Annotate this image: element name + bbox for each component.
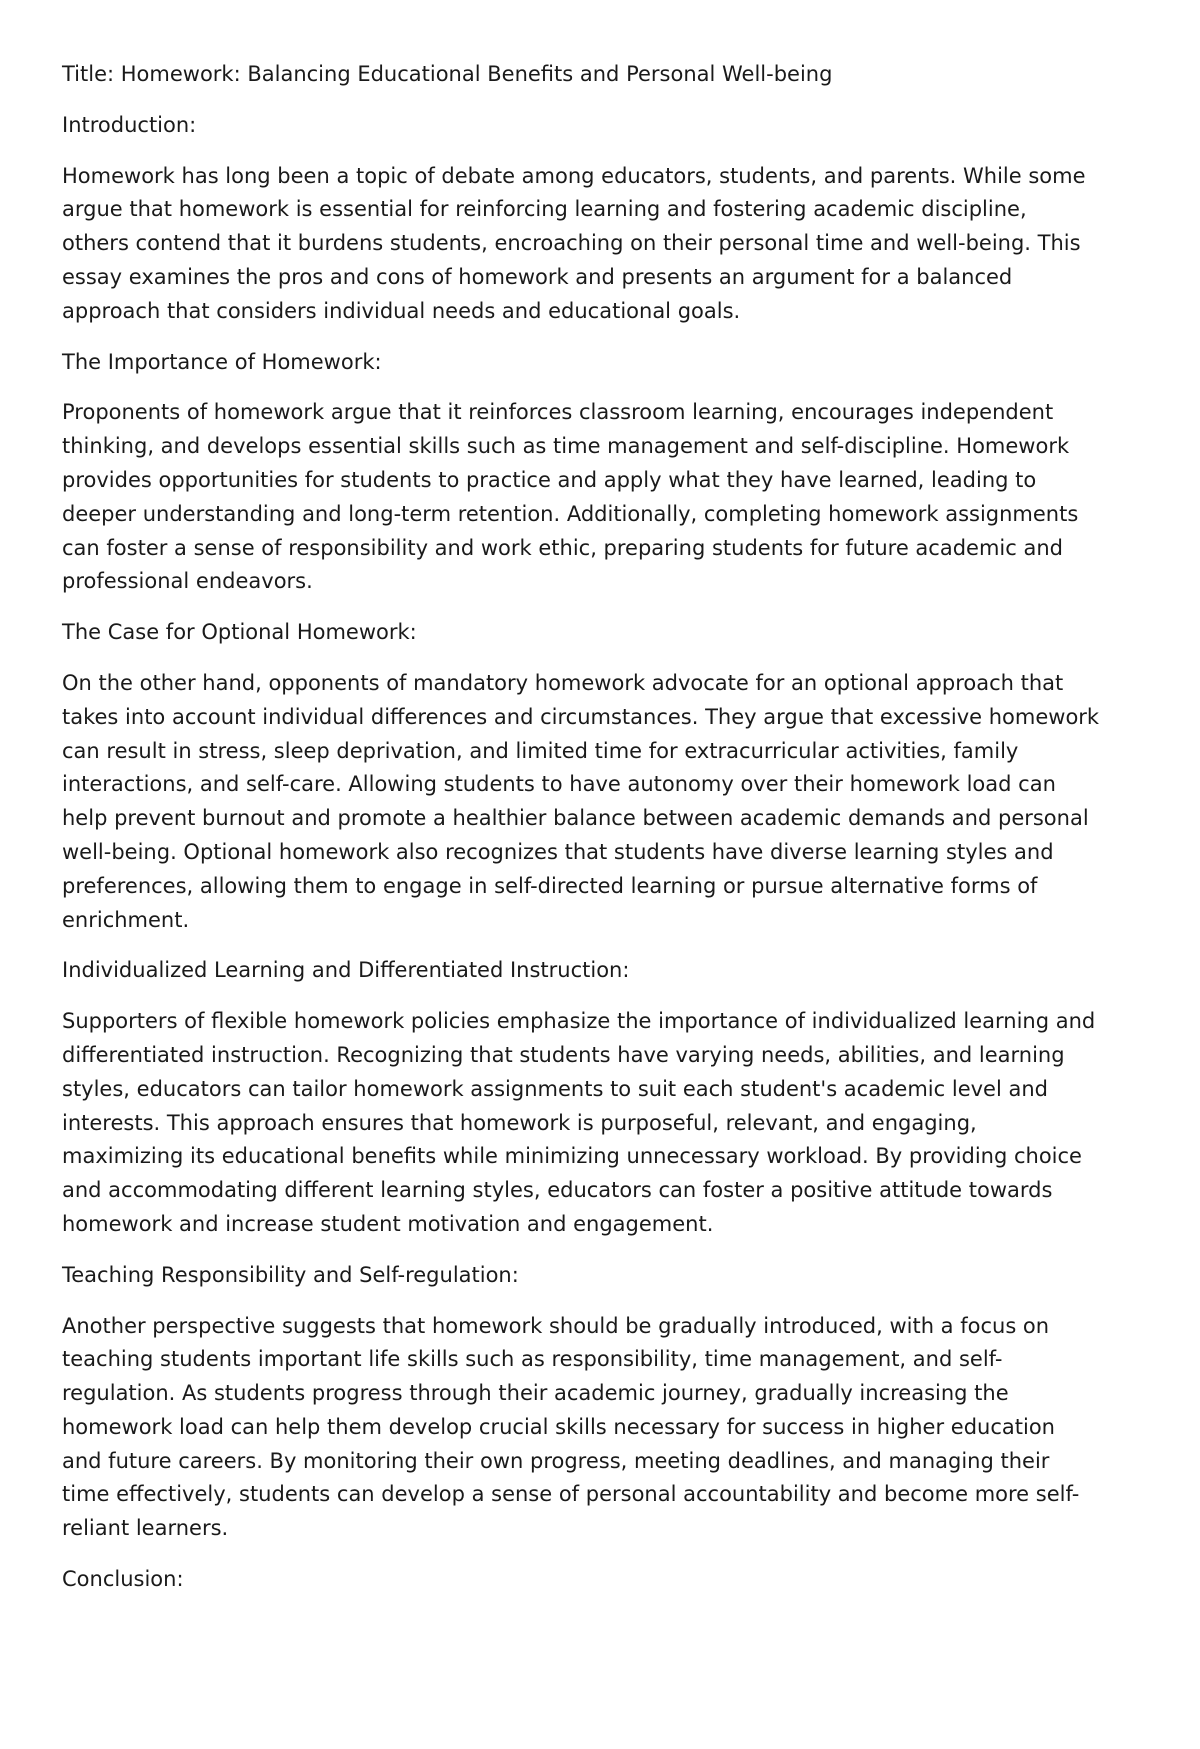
document-title: Title: Homework: Balancing Educational Benefits and Personal Well-being xyxy=(62,62,833,86)
section-paragraph-individualized-learning: Supporters of flexible homework policies emphasize the importance of individualized learning and differentiated instruction. Recognizing that students have varying needs, abilities, and learning styles, educators can tailor homework assignments to suit each student's academic level and interests. This approach ensures that homework is purposeful, relevant, and engaging, maximizing its educational benefits while minimizing unnecessary workload. By providing choice and accommodating different learning styles, educators can foster a positive attitude towards homework and increase student motivation and engagement. xyxy=(62,1009,1096,1236)
section-heading-responsibility: Teaching Responsibility and Self-regulation: xyxy=(62,1262,519,1287)
section-paragraph-introduction: Homework has long been a topic of debate among educators, students, and parents. While some argue that homework is essential for reinforcing learning and fostering academic discipline, others contend that it burdens students, encroaching on their personal time and well-being. This essay examines the pros and cons of homework and presents an argument for a balanced approach that considers individual needs and educational goals. xyxy=(62,163,1086,323)
section-heading-optional-homework: The Case for Optional Homework: xyxy=(62,620,417,645)
section-paragraph-optional-homework: On the other hand, opponents of mandatory homework advocate for an optional approach that takes into account individual differences and circumstances. They argue that excessive homework can result in stress, sleep deprivation, and limited time for extracurricular activities, family interactions, and self-care. Allowing students to have autonomy over their homework load can help prevent burnout and promote a healthier balance between academic demands and personal well-being. Optional homework also recognizes that students have diverse learning styles and preferences, allowing them to engage in self-directed learning or pursue alternative forms of enrichment. xyxy=(62,670,1100,932)
section-heading-importance: The Importance of Homework: xyxy=(62,349,382,374)
section-paragraph-importance: Proponents of homework argue that it reinforces classroom learning, encourages independent thinking, and develops essential skills such as time management and self-discipline. Homework provides opportunities for students to practice and apply what they have learned, leading to deeper understanding and long-term retention. Additionally, completing homework assignments can foster a sense of responsibility and work ethic, preparing students for future academic and professional endeavors. xyxy=(62,400,1079,594)
section-heading-introduction: Introduction: xyxy=(62,112,197,137)
section-heading-conclusion: Conclusion: xyxy=(62,1567,184,1592)
section-paragraph-responsibility: Another perspective suggests that homework should be gradually introduced, with a focus on teaching students important life skills such as responsibility, time management, and self-regulation. As students progress through their academic journey, gradually increasing the homework load can help them develop crucial skills necessary for success in higher education and future careers. By monitoring their own progress, meeting deadlines, and managing their time effectively, students can develop a sense of personal accountability and become more self-reliant learners. xyxy=(62,1313,1080,1541)
section-heading-individualized-learning: Individualized Learning and Differentiated Instruction: xyxy=(62,958,630,983)
